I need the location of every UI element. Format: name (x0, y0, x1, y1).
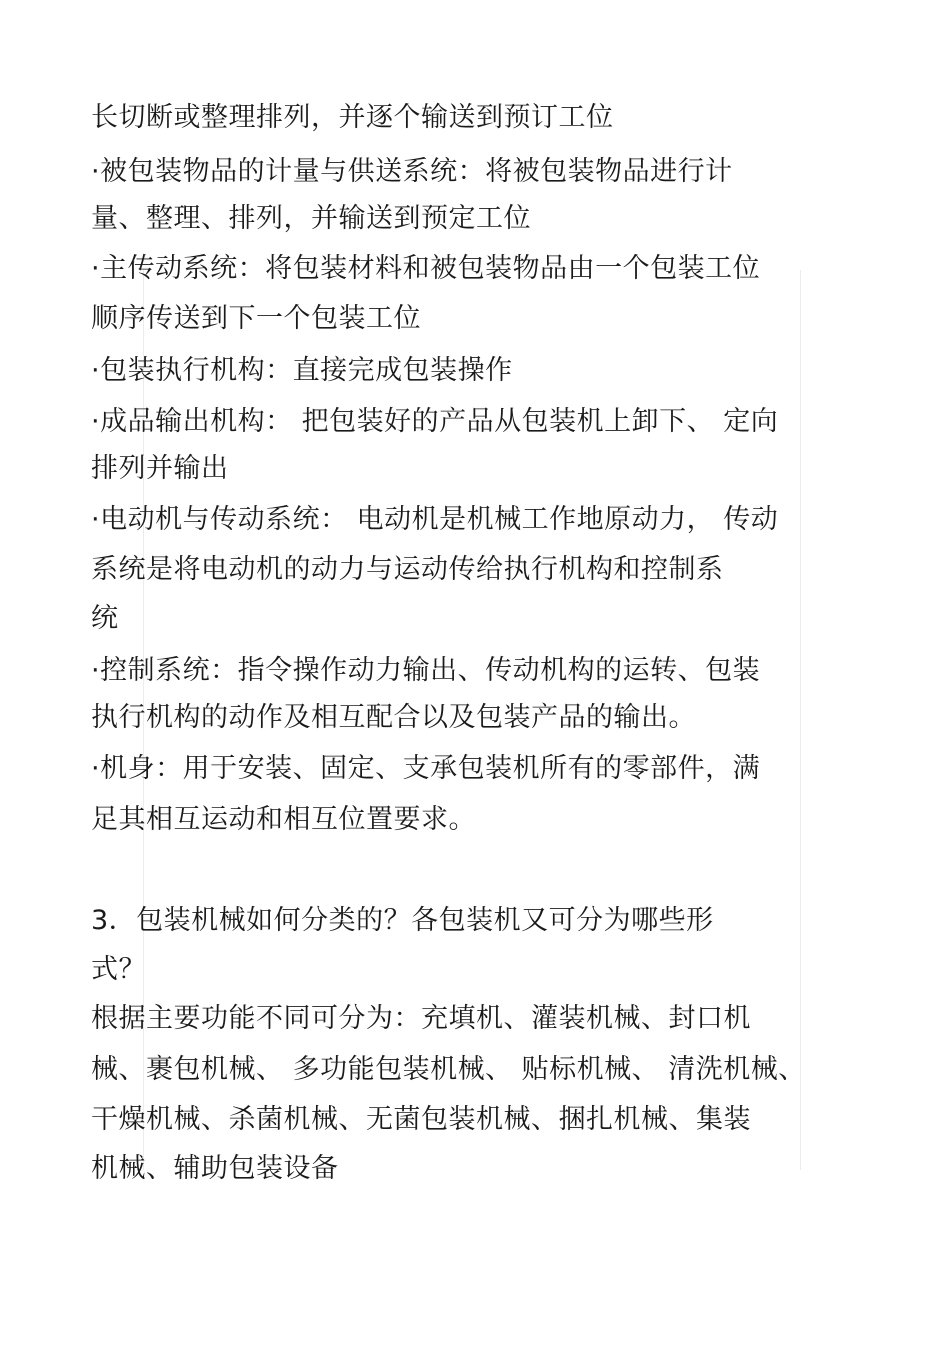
text-line-13: 执行机构的动作及相互配合以及包装产品的输出。 (91, 702, 696, 733)
text-line-8: 排列并输出 (91, 453, 229, 484)
scan-margin-line-right (800, 270, 801, 1170)
answer-line-1: 根据主要功能不同可分为：充填机、灌装机械、封口机 (91, 1003, 751, 1034)
text-line-7: ·成品输出机构： 把包装好的产品从包装机上卸下、 定向 (91, 406, 779, 437)
text-line-12: ·控制系统：指令操作动力输出、传动机构的运转、包装 (91, 655, 761, 686)
text-line-9: ·电动机与传动系统： 电动机是机械工作地原动力， 传动 (91, 504, 779, 535)
text-line-10: 系统是将电动机的动力与运动传给执行机构和控制系 (91, 554, 724, 585)
text-line-4: ·主传动系统：将包装材料和被包装物品由一个包装工位 (91, 253, 761, 284)
text-line-11: 统 (91, 603, 119, 634)
text-line-14: ·机身：用于安装、固定、支承包装机所有的零部件，满 (91, 753, 761, 784)
text-line-6: ·包装执行机构：直接完成包装操作 (91, 355, 513, 386)
text-line-15: 足其相互运动和相互位置要求。 (91, 804, 476, 835)
answer-line-4: 机械、辅助包装设备 (91, 1153, 339, 1184)
answer-line-2: 械、裹包机械、 多功能包装机械、 贴标机械、 清洗机械、 (91, 1054, 806, 1085)
question-heading-line-1: 3．包装机械如何分类的？各包装机又可分为哪些形 (91, 905, 714, 936)
text-line-5: 顺序传送到下一个包装工位 (91, 303, 421, 334)
answer-line-3: 干燥机械、杀菌机械、无菌包装机械、捆扎机械、集装 (91, 1104, 751, 1135)
text-line-2: ·被包装物品的计量与供送系统：将被包装物品进行计 (91, 156, 733, 187)
question-heading-line-2: 式？ (91, 954, 146, 985)
text-line-3: 量、整理、排列，并输送到预定工位 (91, 203, 531, 234)
text-line-1: 长切断或整理排列，并逐个输送到预订工位 (91, 102, 614, 133)
